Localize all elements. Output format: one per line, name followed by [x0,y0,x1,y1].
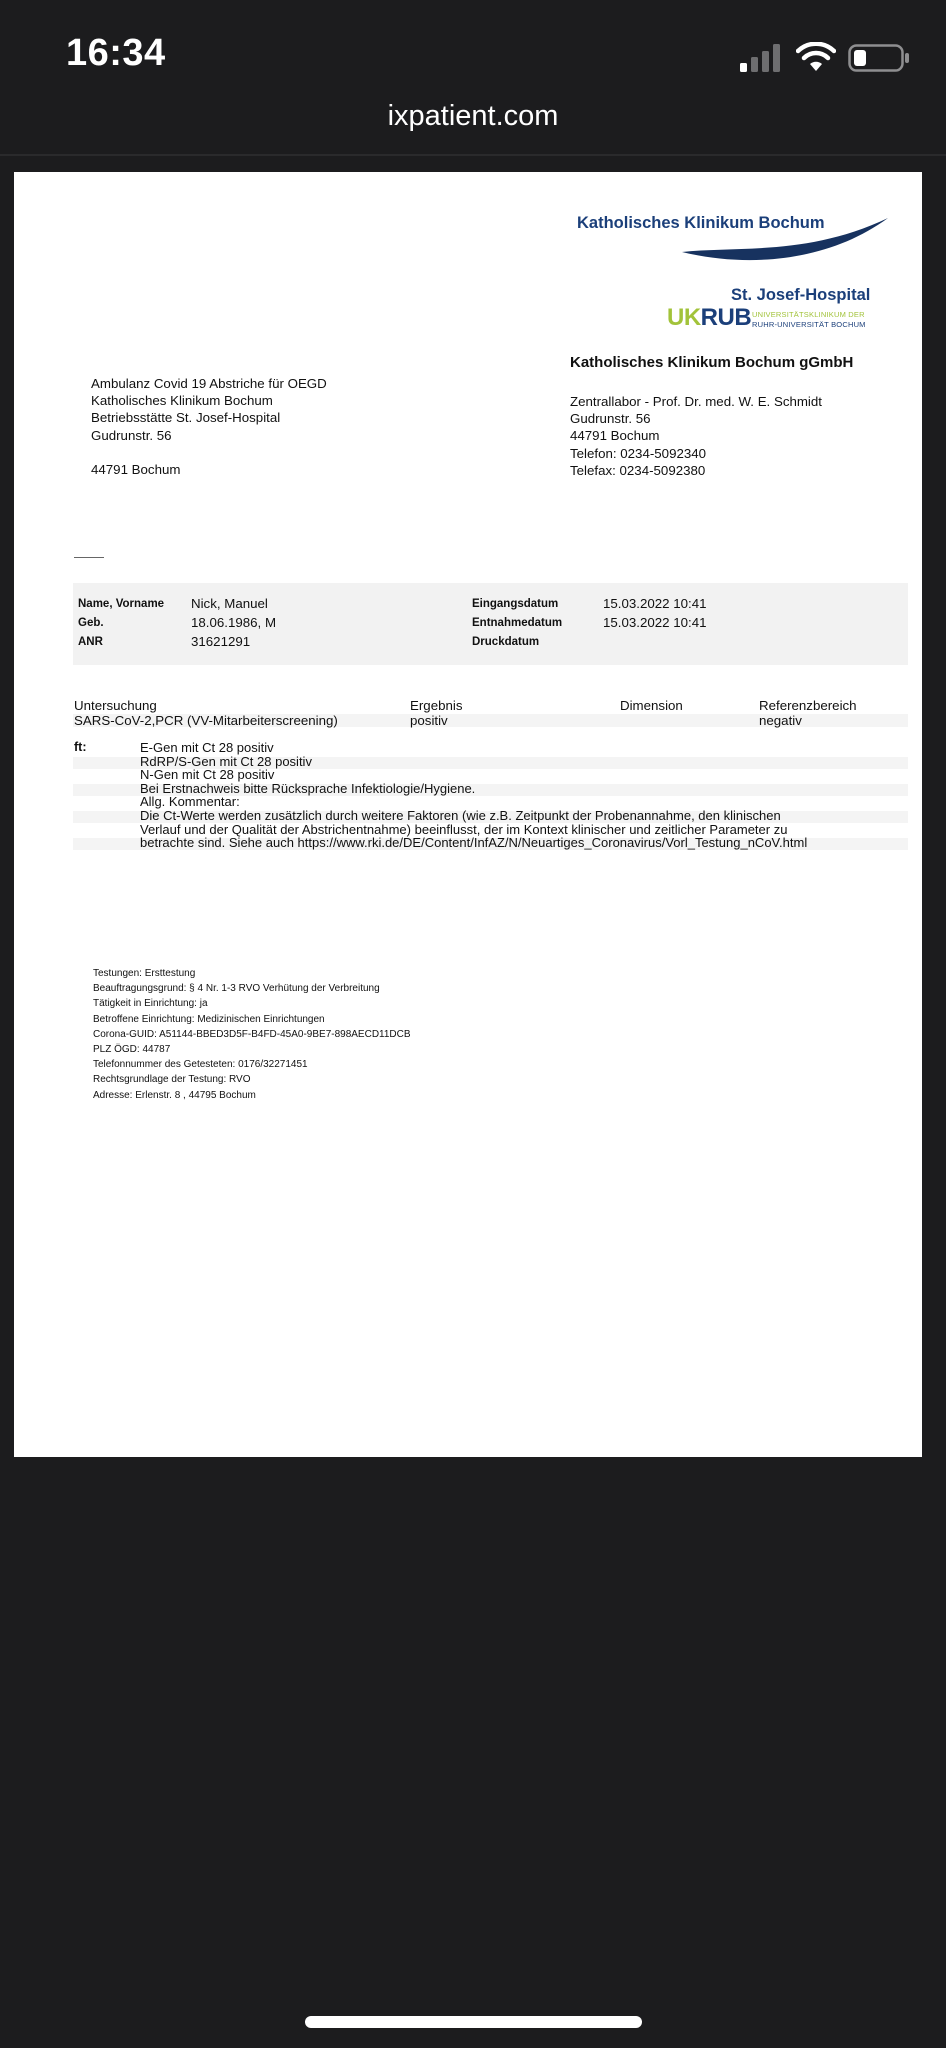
address-line: 44791 Bochum [91,462,181,477]
result-test-name: SARS-CoV-2,PCR (VV-Mitarbeiterscreening) [74,713,338,728]
patient-name: Nick, Manuel [191,596,268,611]
address-line [91,444,327,461]
address-line: 44791 Bochum [570,428,660,444]
column-header-result: Ergebnis [410,698,463,713]
column-header-test: Untersuchung [74,698,157,713]
patient-anr: 31621291 [191,634,251,649]
dob-label: Geb. [78,617,104,629]
receipt-date-label: Eingangsdatum [472,598,559,610]
logo-swoosh-icon [678,218,890,274]
footer-line: Adresse: Erlenstr. 8 , 44795 Bochum [93,1089,256,1101]
comment-lines [140,741,807,850]
wifi-icon [796,42,836,72]
address-line: Telefon: 0234-5092340 [570,445,707,461]
sender-address [570,393,822,479]
footer-line: Testungen: Ersttestung [93,968,196,979]
footer-line: Tätigkeit in Einrichtung: ja [93,998,208,1010]
footer-line: Corona-GUID: A51144-BBED3D5F-B4FD-45A0-9BE7-898AECD11DCB [93,1028,411,1040]
logo-uk: UK [667,304,701,331]
address-line: Zentrallabor - Prof. Dr. med. W. E. Schmidt [570,394,822,409]
footer-line: Beauftragungsgrund: § 4 Nr. 1-3 RVO Verhütung der Verbreitung [93,983,380,995]
sample-date: 15.03.2022 10:41 [603,615,707,630]
receipt-date: 15.03.2022 10:41 [603,596,707,611]
cellular-signal-icon [740,44,784,72]
logo-university-line2: RUHR-UNIVERSITÄT BOCHUM [752,320,866,329]
footer-line: Betroffene Einrichtung: Medizinischen Einrichtungen [93,1013,325,1025]
address-line: Gudrunstr. 56 [570,411,651,427]
patient-dob: 18.06.1986, M [191,615,277,630]
logo-hospital-name: St. Josef-Hospital [731,286,871,304]
ukrub-logo [667,304,751,332]
column-header-reference: Referenzbereich [759,698,857,713]
address-line: Gudrunstr. 56 [91,427,172,443]
address-bar[interactable] [0,96,946,156]
url-text[interactable]: ixpatient.com [387,100,559,132]
separator-line [74,557,104,558]
comment-line: betrachte sind. Siehe auch https://www.rki.de/DE/Content/InfAZ/N/Neuartiges_Coronavirus/Vorl_Testung_nCoV.html [140,835,808,851]
comment-line: Verlauf und der Qualität der Abstrichentnahme) beeinflusst, der im Kontext klinischer und zeitlicher Parameter zu [140,821,788,837]
logo-rub: RUB [700,304,752,331]
organization-name: Katholisches Klinikum Bochum gGmbH [570,354,854,371]
comment-line: Bei Erstnachweis bitte Rücksprache Infektiologie/Hygiene. [140,780,476,796]
toolbar-divider [0,154,946,156]
home-indicator[interactable] [305,2016,642,2028]
test-details-footer [93,966,411,1103]
address-line: Betriebsstätte St. Josef-Hospital [91,410,281,426]
address-line: Telefax: 0234-5092380 [570,462,706,478]
footer-line: PLZ ÖGD: 44787 [93,1044,171,1056]
logo-clinic-name: Katholisches Klinikum Bochum [577,214,825,232]
recipient-address [91,375,327,478]
anr-label: ANR [78,636,103,648]
result-value: positiv [410,713,448,728]
print-date-label: Druckdatum [472,636,540,648]
address-line: Katholisches Klinikum Bochum [91,393,273,409]
comment-label: ft: [74,740,87,754]
status-time: 16:34 [66,32,166,74]
address-line: Ambulanz Covid 19 Abstriche für OEGD [91,376,327,391]
comment-line: E-Gen mit Ct 28 positiv [140,740,274,755]
status-bar [0,0,946,100]
result-reference: negativ [759,713,802,728]
comment-line: RdRP/S-Gen mit Ct 28 positiv [140,753,312,769]
document-page [14,172,922,1457]
battery-icon [848,44,910,72]
comment-line: Die Ct-Werte werden zusätzlich durch weitere Faktoren (wie z.B. Zeitpunkt der Probenannahme, den klinischen [140,807,781,823]
column-header-dimension: Dimension [620,698,683,713]
comment-line: N-Gen mit Ct 28 positiv [140,767,275,783]
sample-date-label: Entnahmedatum [472,617,563,629]
footer-line: Rechtsgrundlage der Testung: RVO [93,1074,251,1086]
name-label: Name, Vorname [78,598,165,610]
comment-line: Allg. Kommentar: [140,794,240,810]
footer-line: Telefonnummer des Getesteten: 0176/32271451 [93,1059,308,1071]
logo-university-line1: UNIVERSITÄTSKLINIKUM DER [752,310,865,319]
